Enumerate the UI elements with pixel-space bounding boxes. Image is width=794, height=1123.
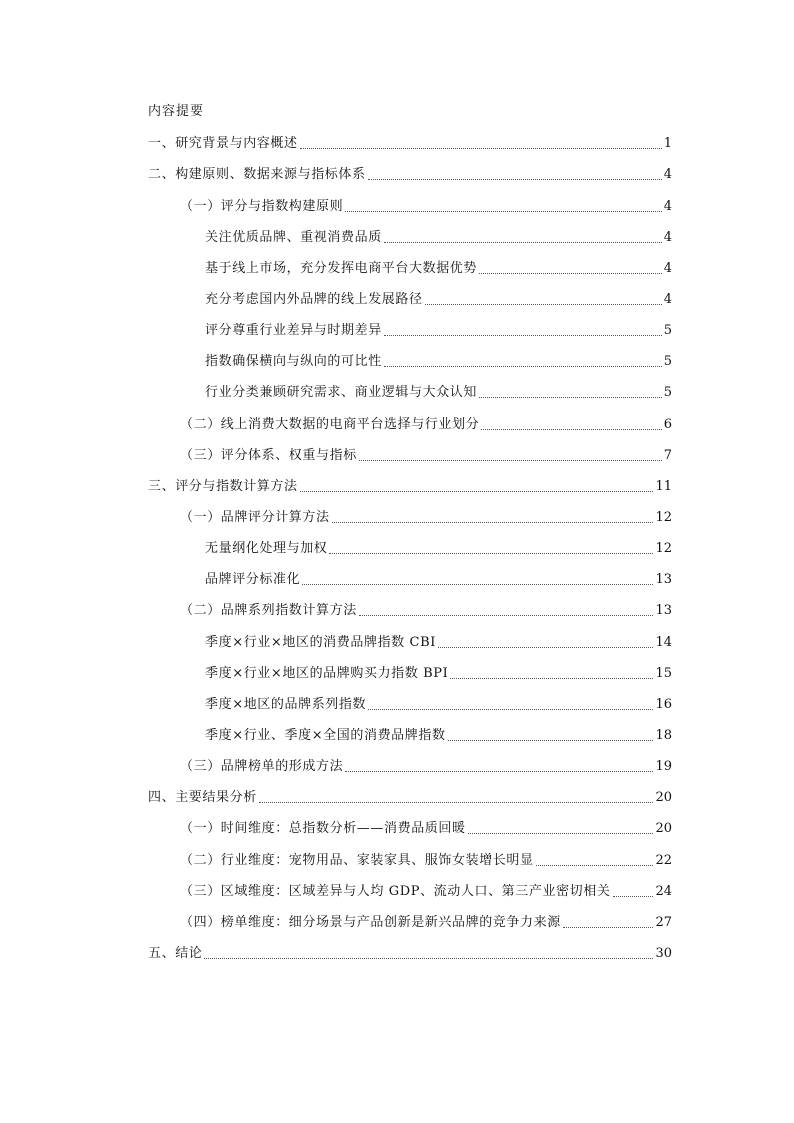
dot-leader	[368, 179, 662, 180]
toc-page-number: 24	[655, 884, 672, 899]
toc-entry-item[interactable]	[205, 258, 672, 278]
toc-entry-title: 季度×地区的品牌系列指数	[205, 697, 367, 712]
toc-entry-title: （一）时间维度：总指数分析——消费品质回暖	[180, 821, 466, 836]
toc-entry-section-4[interactable]	[148, 787, 672, 807]
dot-leader	[384, 366, 662, 367]
toc-page-number: 12	[655, 510, 672, 525]
dot-leader	[384, 335, 662, 336]
dot-leader	[479, 273, 662, 274]
dot-leader	[448, 740, 654, 741]
dot-leader	[332, 522, 654, 523]
toc-entry-title: 季度×行业、季度×全国的消费品牌指数	[205, 728, 446, 743]
toc-entry-item[interactable]	[205, 289, 672, 309]
dot-leader	[259, 802, 654, 803]
toc-page-number: 13	[655, 603, 672, 618]
toc-entry-item[interactable]	[205, 227, 672, 247]
toc-entry-title: （三）品牌榜单的形成方法	[180, 759, 344, 774]
toc-entry-title: （二）品牌系列指数计算方法	[180, 603, 357, 618]
dot-leader	[302, 584, 653, 585]
toc-entry-item[interactable]	[205, 538, 672, 558]
toc-entry-subsection[interactable]	[180, 414, 672, 434]
toc-page-number: 16	[655, 697, 672, 712]
toc-entry-subsection[interactable]	[180, 600, 672, 620]
dot-leader	[368, 709, 653, 710]
toc-entry-item[interactable]	[205, 663, 672, 683]
toc-page-number: 22	[655, 853, 672, 868]
toc-page-number: 4	[663, 230, 672, 245]
toc-entry-title: 三、评分与指数计算方法	[148, 479, 298, 494]
toc-page-number: 7	[663, 448, 672, 463]
toc-page-number: 13	[655, 572, 672, 587]
toc-entry-item[interactable]	[205, 382, 672, 402]
toc-page-number: 27	[655, 915, 672, 930]
dot-leader	[450, 678, 653, 679]
toc-entry-title: （一）品牌评分计算方法	[180, 510, 330, 525]
toc-page-number: 4	[663, 292, 672, 307]
dot-leader	[345, 211, 662, 212]
toc-page-number: 11	[655, 479, 672, 494]
toc-entry-item[interactable]	[205, 320, 672, 340]
toc-entry-title: 指数确保横向与纵向的可比性	[205, 354, 382, 369]
toc-entry-title: 季度×行业×地区的消费品牌指数 CBI	[205, 635, 436, 650]
toc-entry-title: （三）区域维度：区域差异与人均 GDP、流动人口、第三产业密切相关	[180, 884, 611, 899]
toc-entry-subsection[interactable]	[180, 507, 672, 527]
toc-entry-subsection[interactable]	[180, 756, 672, 776]
toc-entry-item[interactable]	[205, 351, 672, 371]
dot-leader	[536, 865, 654, 866]
toc-entry-title: 评分尊重行业差异与时期差异	[205, 323, 382, 338]
toc-page-number: 6	[663, 417, 672, 432]
toc-entry-title: 品牌评分标准化	[205, 572, 301, 587]
dot-leader	[345, 771, 653, 772]
toc-entry-title: 无量纲化处理与加权	[205, 541, 328, 556]
toc-entry-title: 四、主要结果分析	[148, 790, 257, 805]
toc-entry-subsection[interactable]	[180, 850, 672, 870]
toc-entry-title: （四）榜单维度：细分场景与产品创新是新兴品牌的竞争力来源	[180, 915, 561, 930]
toc-heading: 内容提要	[148, 104, 205, 119]
toc-entry-title: （二）行业维度：宠物用品、家装家具、服饰女装增长明显	[180, 853, 534, 868]
toc-page-number: 19	[655, 759, 672, 774]
toc-page-number: 4	[663, 199, 672, 214]
toc-entry-title: 行业分类兼顾研究需求、商业逻辑与大众认知	[205, 385, 478, 400]
toc-page-number: 15	[655, 666, 672, 681]
toc-entry-title: （二）线上消费大数据的电商平台选择与行业划分	[180, 417, 480, 432]
toc-page-number: 4	[663, 167, 672, 182]
toc-page-number: 20	[655, 790, 672, 805]
toc-page-number: 12	[655, 541, 672, 556]
toc-entry-title: 季度×行业×地区的品牌购买力指数 BPI	[205, 666, 449, 681]
toc-page-number: 1	[663, 136, 672, 151]
toc-entry-title: （三）评分体系、权重与指标	[180, 448, 357, 463]
toc-page-number: 5	[663, 323, 672, 338]
toc-entry-title: 二、构建原则、数据来源与指标体系	[148, 167, 366, 182]
dot-leader	[481, 429, 662, 430]
toc-entry-section-5[interactable]	[148, 943, 672, 963]
toc-entry-subsection[interactable]	[180, 912, 672, 932]
toc-entry-item[interactable]	[205, 569, 672, 589]
dot-leader	[300, 148, 662, 149]
dot-leader	[563, 927, 654, 928]
dot-leader	[438, 647, 654, 648]
toc-entry-section-1[interactable]	[148, 133, 672, 153]
dot-leader	[329, 553, 653, 554]
toc-entry-title: 基于线上市场，充分发挥电商平台大数据优势	[205, 261, 478, 276]
toc-page-number: 5	[663, 354, 672, 369]
toc-entry-section-2[interactable]	[148, 164, 672, 184]
toc-page-number: 5	[663, 385, 672, 400]
dot-leader	[384, 242, 662, 243]
toc-entry-item[interactable]	[205, 694, 672, 714]
dot-leader	[479, 397, 662, 398]
dot-leader	[359, 460, 662, 461]
toc-entry-title: （一）评分与指数构建原则	[180, 199, 344, 214]
toc-entry-title: 充分考虑国内外品牌的线上发展路径	[205, 292, 423, 307]
toc-entry-title: 五、结论	[148, 946, 203, 961]
toc-page-number: 20	[655, 821, 672, 836]
dot-leader	[613, 896, 654, 897]
toc-entry-subsection[interactable]	[180, 881, 672, 901]
toc-page-number: 14	[655, 635, 672, 650]
dot-leader	[359, 615, 654, 616]
toc-page-number: 4	[663, 261, 672, 276]
toc-entry-item[interactable]	[205, 632, 672, 652]
dot-leader	[425, 304, 662, 305]
toc-entry-subsection[interactable]	[180, 818, 672, 838]
dot-leader	[204, 958, 653, 959]
toc-entry-item[interactable]	[205, 725, 672, 745]
toc-page-number: 30	[655, 946, 672, 961]
toc-entry-section-3[interactable]	[148, 476, 672, 496]
toc-entry-title: 关注优质品牌、重视消费品质	[205, 230, 382, 245]
dot-leader	[300, 491, 654, 492]
toc-page-number: 18	[655, 728, 672, 743]
toc-entry-subsection[interactable]	[180, 445, 672, 465]
toc-entry-title: 一、研究背景与内容概述	[148, 136, 298, 151]
toc-entry-subsection[interactable]	[180, 196, 672, 216]
dot-leader	[468, 833, 654, 834]
